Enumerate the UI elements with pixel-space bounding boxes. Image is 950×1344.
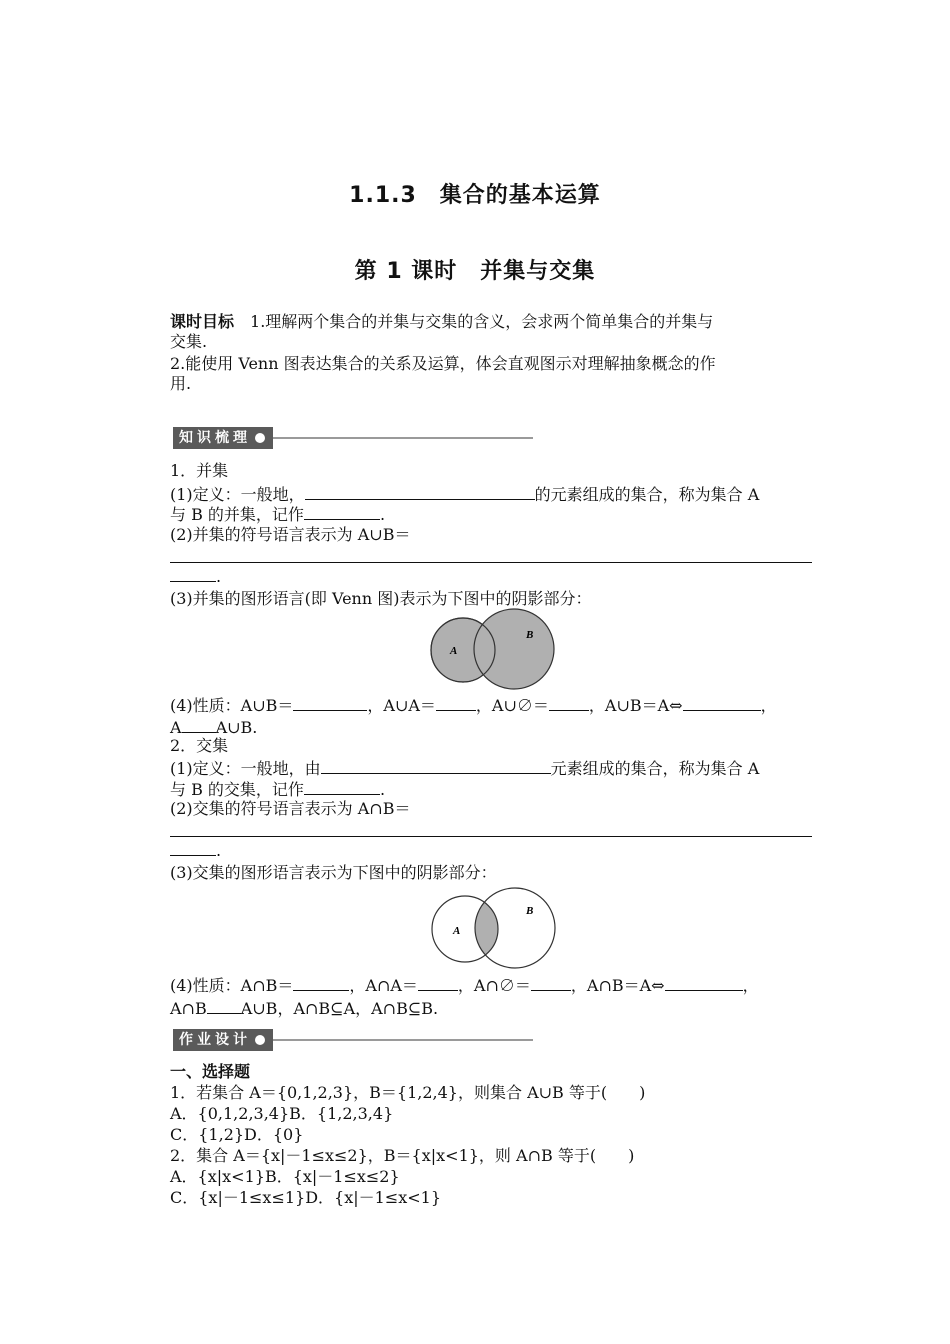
blank[interactable] [182,716,216,733]
question-1: 1．若集合 A＝{0,1,2,3}，B＝{1,2,4}，则集合 A∪B 等于( ) [170,1083,646,1102]
blank[interactable] [293,974,349,991]
intersection-definition: (1)定义：一般地，由 元素组成的集合，称为集合 A [170,759,760,778]
goals-line-2: 交集. [170,332,208,351]
union-notation: 与 B 的并集，记作 . [170,505,386,524]
bullet-icon [255,433,265,443]
blank[interactable] [304,503,380,520]
intersection-properties-2: A∩B A∪B，A∩B⊆A，A∩B⊆B. [170,999,439,1018]
blank[interactable] [305,483,535,500]
union-properties: (4)性质：A∪B＝ ，A∪A＝ ，A∪∅＝ ，A∪B＝A⇔ ， [170,696,777,715]
lesson-title: 第 1 课时 并集与交集 [354,259,596,284]
union-properties-2: A A∪B. [170,718,258,737]
goals-line-3: 2.能使用 Venn 图表达集合的关系及运算，体会直观图示对理解抽象概念的作 [170,354,716,373]
bullet-icon [255,1035,265,1045]
union-graph: (3)并集的图形语言(即 Venn 图)表示为下图中的阴影部分： [170,589,592,608]
blank[interactable] [418,974,458,991]
goals-line-4: 用. [170,374,192,393]
blank[interactable] [304,778,380,795]
intersection-symbol-end: . [170,839,221,861]
blank[interactable] [293,694,367,711]
venn-label-b: B [526,905,534,917]
venn-label-a: A [453,925,461,937]
venn-label-b: B [526,629,534,641]
goals-label: 课时目标 [170,312,235,331]
goals-line-1: 课时目标 1.理解两个集合的并集与交集的含义，会求两个简单集合的并集与 [170,312,714,331]
question-2-options-cd: C．{x|－1≤x≤1}D．{x|－1≤x<1} [170,1188,442,1207]
intersection-venn-diagram [420,883,570,977]
blank[interactable] [683,694,761,711]
blank[interactable] [207,997,241,1014]
question-2: 2．集合 A＝{x|－1≤x≤2}，B＝{x|x<1}，则 A∩B 等于( ) [170,1146,635,1165]
blank[interactable] [549,694,589,711]
blank[interactable] [665,974,743,991]
question-1-options-cd: C．{1,2}D．{0} [170,1125,304,1144]
union-symbol: (2)并集的符号语言表示为 A∪B＝ [170,525,411,544]
section-title: 1.1.3 集合的基本运算 [349,183,601,208]
blank-rule[interactable] [170,562,812,563]
banner-rule [273,437,533,439]
intersection-properties: (4)性质：A∩B＝ ，A∩A＝ ，A∩∅＝ ，A∩B＝A⇔ ， [170,976,759,995]
intersection-symbol: (2)交集的符号语言表示为 A∩B＝ [170,799,411,818]
question-2-options-ab: A．{x|x<1}B．{x|－1≤x≤2} [170,1167,400,1186]
part-heading: 一、选择题 [170,1062,251,1081]
blank[interactable] [321,757,551,774]
knowledge-banner: 知识梳理 [173,427,533,449]
union-heading: 1．并集 [170,461,229,480]
intersection-heading: 2．交集 [170,736,229,755]
blank[interactable] [170,565,216,582]
blank-rule[interactable] [170,836,812,837]
union-definition: (1)定义：一般地， 的元素组成的集合，称为集合 A [170,485,760,504]
banner-rule [273,1039,533,1041]
blank[interactable] [436,694,476,711]
intersection-notation: 与 B 的交集，记作 . [170,780,386,799]
venn-label-a: A [450,645,458,657]
blank[interactable] [531,974,571,991]
question-1-options-ab: A．{0,1,2,3,4}B．{1,2,3,4} [170,1104,394,1123]
venn-circle-b [474,609,554,689]
union-venn-diagram [420,606,570,696]
union-symbol-end: . [170,565,221,587]
intersection-graph: (3)交集的图形语言表示为下图中的阴影部分： [170,863,497,882]
blank[interactable] [170,839,216,856]
homework-banner: 作业设计 [173,1029,533,1051]
